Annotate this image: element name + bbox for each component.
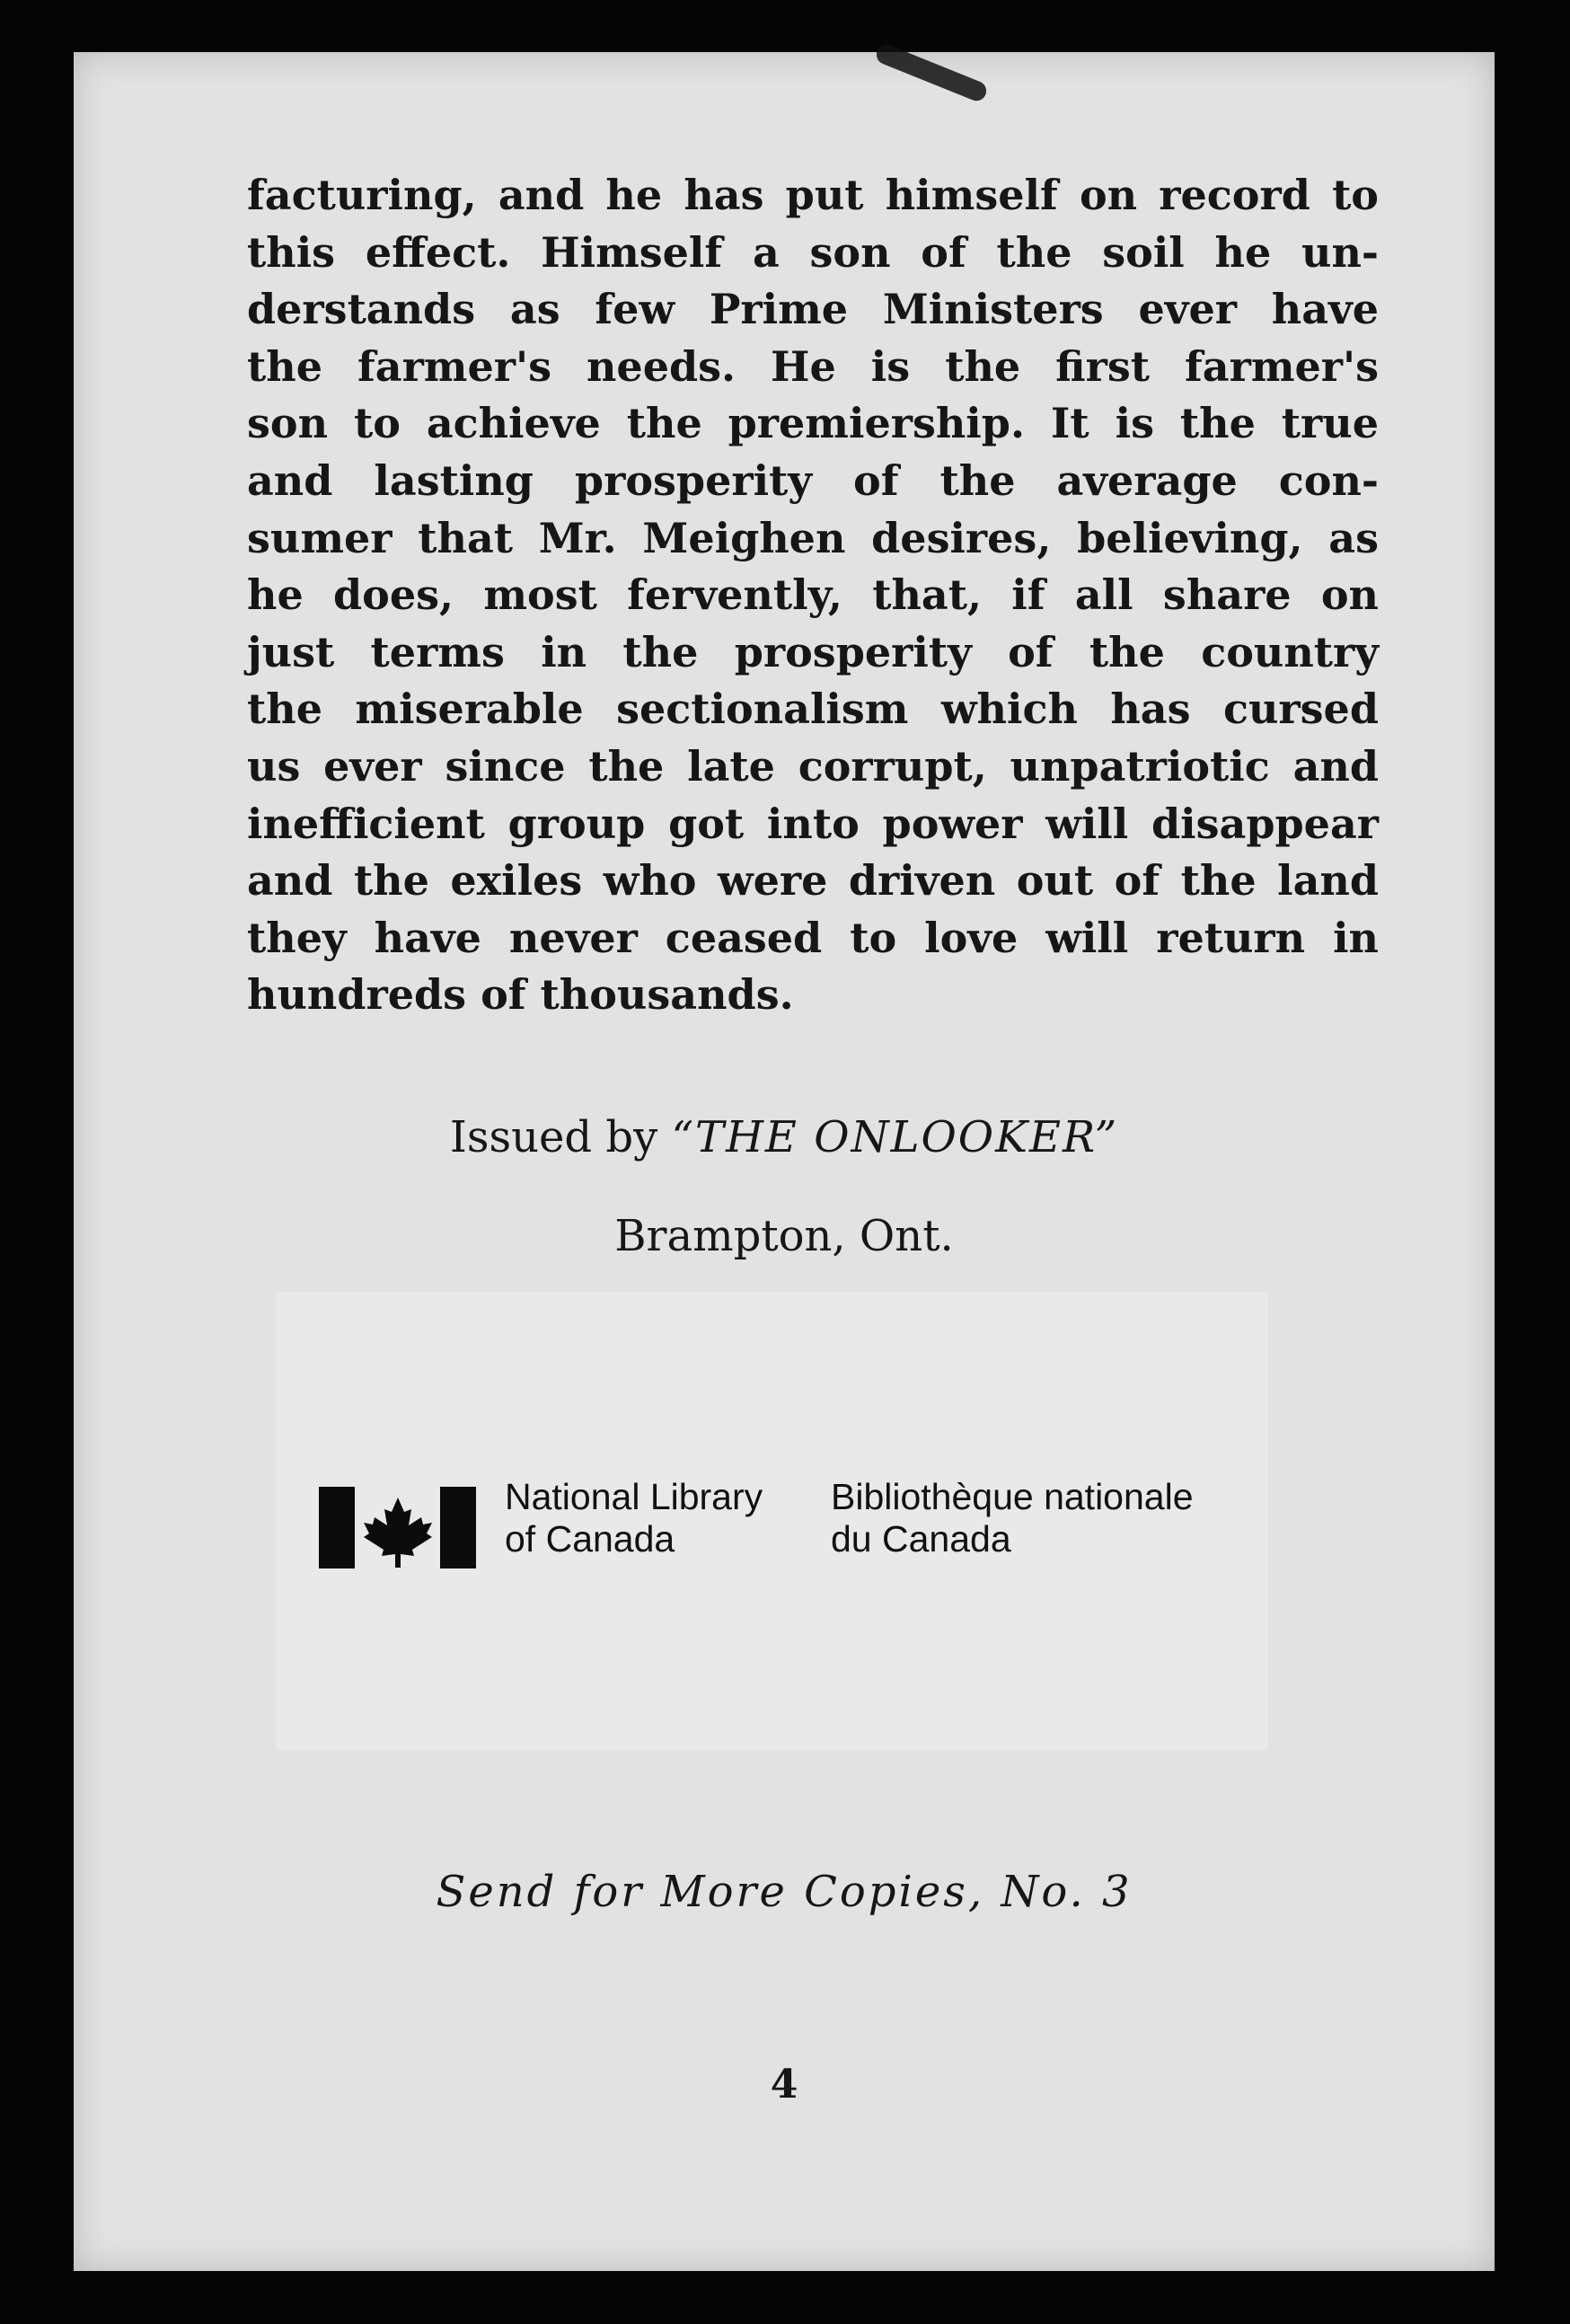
text-line: son to achieve the premiership. It is the true <box>247 399 1379 448</box>
library-name-english-line1: National Library <box>505 1476 763 1517</box>
text-line: just terms in the prosperity of the country <box>247 627 1379 676</box>
library-name-english-line2: of Canada <box>505 1518 675 1560</box>
text-line: this effect. Himself a son of the soil he un- <box>247 227 1379 277</box>
text-line: they have never ceased to love will return in <box>247 913 1379 962</box>
publication-place: Brampton, Ont. <box>614 1211 954 1261</box>
ink-smudge <box>874 41 990 103</box>
library-name-french-line2: du Canada <box>831 1518 1011 1560</box>
text-line: us ever since the late corrupt, unpatriotic and <box>247 741 1379 791</box>
send-for-copies-note: Send for More Copies, No. 3 <box>436 1867 1133 1917</box>
body-paragraph <box>247 167 1379 1024</box>
library-name-french <box>831 1476 1194 1560</box>
text-line: and lasting prosperity of the average con- <box>247 455 1379 505</box>
library-stamp <box>276 1292 1268 1750</box>
text-line: the farmer's needs. He is the first farmer's <box>247 341 1379 391</box>
text-line: inefficient group got into power will disappear <box>247 799 1379 848</box>
text-line: sumer that Mr. Meighen desires, believing, as <box>247 513 1379 562</box>
text-line: hundreds of thousands. <box>247 970 794 1020</box>
document-page <box>74 52 1495 2271</box>
text-line: derstands as few Prime Ministers ever have <box>247 285 1379 334</box>
canada-flag-logo-icon <box>319 1485 481 1570</box>
page-number: 4 <box>770 2062 798 2108</box>
publisher-name: “THE ONLOOKER” <box>671 1112 1119 1162</box>
text-line: he does, most fervently, that, if all share on <box>247 570 1379 620</box>
library-name-english <box>505 1476 763 1560</box>
issued-by-line <box>74 1112 1495 1162</box>
issued-by-label: Issued by <box>449 1112 658 1162</box>
text-line: the miserable sectionalism which has cursed <box>247 685 1379 734</box>
text-line: and the exiles who were driven out of the land <box>247 856 1379 906</box>
library-name-french-line1: Bibliothèque nationale <box>831 1476 1194 1517</box>
text-line: facturing, and he has put himself on record to <box>247 171 1379 219</box>
